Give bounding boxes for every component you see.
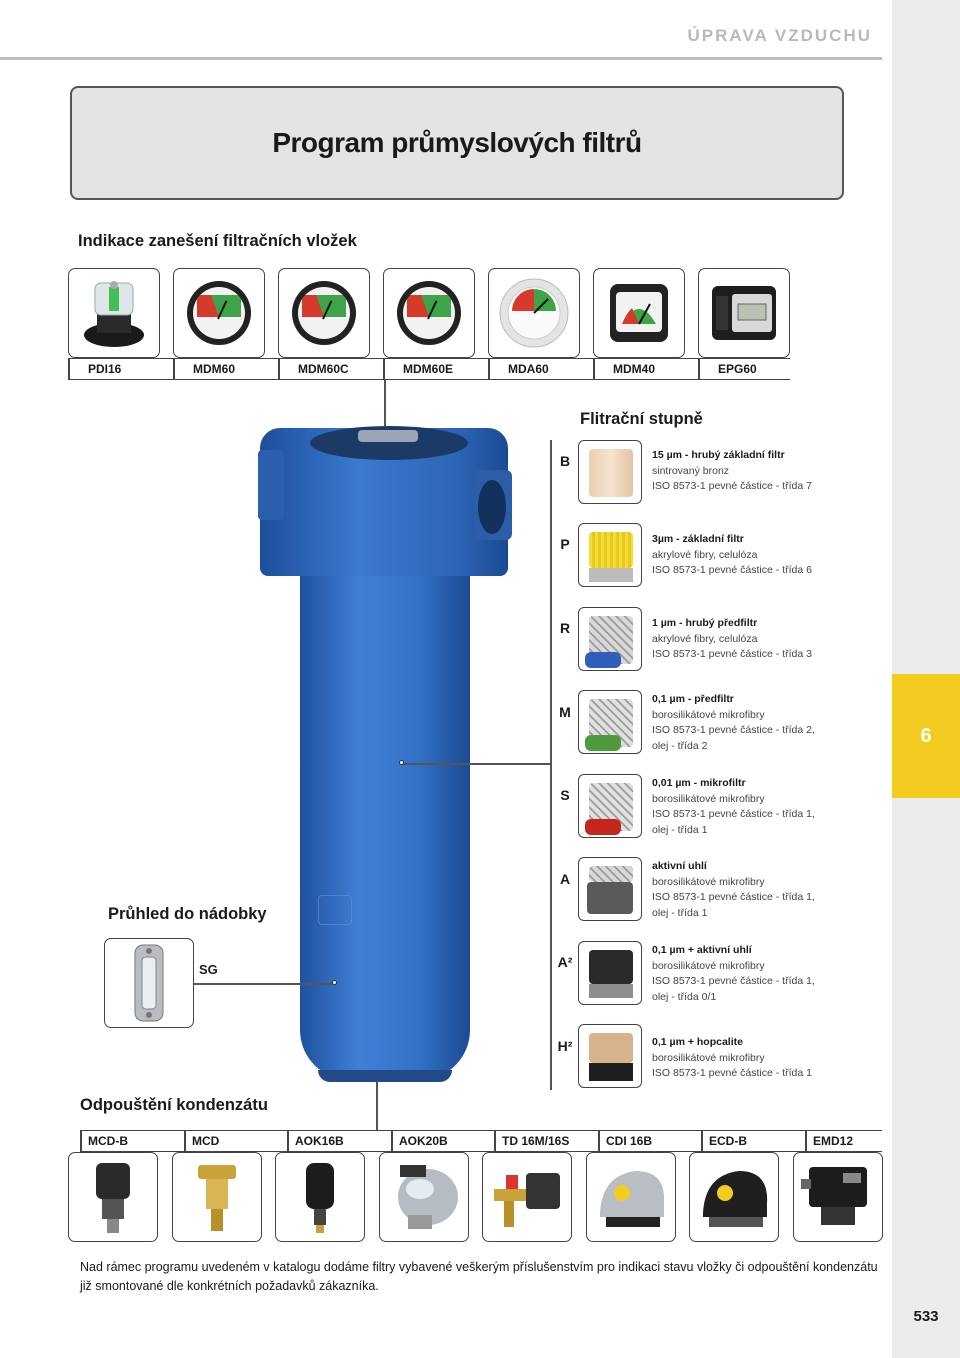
- drain-card-aok20b[interactable]: [379, 1152, 469, 1242]
- drain-label[interactable]: AOK20B: [399, 1134, 448, 1148]
- filter-element-m[interactable]: [578, 690, 642, 754]
- stage-code: P: [560, 536, 570, 552]
- mcd-icon: [192, 1159, 242, 1235]
- indicator-card-mdm40[interactable]: [593, 268, 685, 358]
- stage-description: 0,1 µm + hopcalite borosilikátové mikrofibry ISO 8573-1 pevné částice - třída 1: [652, 1036, 812, 1079]
- stage-code: H²: [557, 1038, 573, 1054]
- indicator-card-mdm60e[interactable]: [383, 268, 475, 358]
- drain-label[interactable]: MCD: [192, 1134, 220, 1148]
- drain-card-cdi16b[interactable]: [586, 1152, 676, 1242]
- drain-label[interactable]: AOK16B: [295, 1134, 344, 1148]
- stage-code: A: [559, 871, 571, 887]
- round-gauge-icon: [498, 277, 570, 349]
- digital-gauge-icon: [708, 280, 780, 346]
- footer-note: Nad rámec programu uvedeném v katalogu dodáme filtry vybavené veškerým příslušenstvím pro indikaci stavu vložky či odpouštění kondenzátu již smontované dle konkrétních požadavků zákazníka.: [80, 1260, 878, 1293]
- indicator-card-pdi16[interactable]: [68, 268, 160, 358]
- indicator-label[interactable]: MDM60: [193, 362, 236, 376]
- page-number: 533: [913, 1308, 939, 1325]
- section-title: ÚPRAVA VZDUCHU: [687, 26, 872, 45]
- filter-element-r[interactable]: [578, 607, 642, 671]
- indicator-label[interactable]: MDA60: [508, 362, 549, 376]
- drain-connector: [376, 1082, 378, 1130]
- pdi16-icon: [79, 273, 149, 353]
- drain-card-aok16b[interactable]: [275, 1152, 365, 1242]
- filter-port-left: [258, 450, 284, 520]
- drain-card-mcd-b[interactable]: [68, 1152, 158, 1242]
- indicator-label[interactable]: PDI16: [88, 362, 122, 376]
- square-gauge-icon: [606, 280, 672, 346]
- stage-description: 3µm - základní filtr akrylové fibry, celulóza ISO 8573-1 pevné částice - třída 6: [652, 533, 812, 576]
- sight-glass-connector: [194, 983, 334, 985]
- stage-code: R: [559, 620, 571, 636]
- drain-card-emd12[interactable]: [793, 1152, 883, 1242]
- stage-description: 0,1 µm + aktivní uhlí borosilikátové mikrofibry ISO 8573-1 pevné částice - třída 1, olej - třída 0/1: [652, 944, 815, 1003]
- stage-connector: [402, 763, 551, 765]
- mcd-b-icon: [88, 1159, 138, 1235]
- drain-label[interactable]: ECD-B: [709, 1134, 747, 1148]
- stage-code: A²: [557, 954, 573, 970]
- drain-label[interactable]: MCD-B: [88, 1134, 128, 1148]
- gauge-icon: [187, 281, 251, 345]
- sight-glass-code: SG: [199, 962, 218, 977]
- indicator-card-mda60[interactable]: [488, 268, 580, 358]
- drain-label[interactable]: TD 16M/16S: [502, 1134, 570, 1148]
- title-box: [70, 86, 844, 200]
- filter-element-b[interactable]: [578, 440, 642, 504]
- drain-label[interactable]: EMD12: [813, 1134, 854, 1148]
- indicator-label[interactable]: MDM60C: [298, 362, 349, 376]
- gauge-icon: [397, 281, 461, 345]
- stage-description: 0,01 µm - mikrofiltr borosilikátové mikrofibry ISO 8573-1 pevné částice - třída 1, olej - třída 1: [652, 777, 815, 836]
- indicator-row: [68, 268, 790, 380]
- filter-housing-body: [300, 560, 470, 1080]
- indicators-heading: Indikace zanešení filtračních vložek: [78, 232, 357, 250]
- stage-description: 15 µm - hrubý základní filtr sintrovaný bronz ISO 8573-1 pevné částice - třída 7: [652, 449, 812, 492]
- filter-element-p[interactable]: [578, 523, 642, 587]
- drain-card-mcd[interactable]: [172, 1152, 262, 1242]
- sight-glass-icon: [132, 943, 166, 1023]
- filter-element-a2[interactable]: [578, 941, 642, 1005]
- aok16b-icon: [298, 1159, 342, 1235]
- emd12-icon: [797, 1159, 879, 1235]
- stage-code: M: [559, 704, 571, 720]
- header-rule: [0, 57, 882, 60]
- filter-element-a[interactable]: [578, 857, 642, 921]
- indicator-label[interactable]: EPG60: [718, 362, 757, 376]
- drain-label[interactable]: CDI 16B: [606, 1134, 653, 1148]
- drain-row: [68, 1130, 882, 1242]
- indicator-label[interactable]: MDM40: [613, 362, 656, 376]
- stage-description: 0,1 µm - předfiltr borosilikátové mikrofibry ISO 8573-1 pevné částice - třída 2, olej - třída 2: [652, 693, 815, 752]
- filter-valve: [358, 430, 418, 442]
- indicator-card-epg60[interactable]: [698, 268, 790, 358]
- stages-heading: Flitrační stupně: [580, 410, 703, 428]
- indicator-card-mdm60[interactable]: [173, 268, 265, 358]
- td16-icon: [486, 1159, 568, 1235]
- sight-glass-card[interactable]: [104, 938, 194, 1028]
- filter-housing-base: [318, 1070, 452, 1082]
- sight-glass-heading: Průhled do nádobky: [108, 905, 267, 923]
- aok20b-icon: [384, 1159, 464, 1235]
- stage-description: 1 µm - hrubý předfiltr akrylové fibry, celulóza ISO 8573-1 pevné částice - třída 3: [652, 617, 812, 660]
- filter-port-hole: [478, 480, 506, 534]
- cdi16b-icon: [590, 1159, 672, 1235]
- indicator-connector: [384, 380, 386, 426]
- chapter-tab[interactable]: 6: [892, 674, 960, 798]
- drain-card-ecd-b[interactable]: [689, 1152, 779, 1242]
- indicator-card-mdm60c[interactable]: [278, 268, 370, 358]
- stage-code: S: [560, 787, 570, 803]
- ecd-b-icon: [693, 1159, 775, 1235]
- housing-logo: [318, 895, 352, 925]
- stage-code: B: [559, 453, 571, 469]
- page-title: Program průmyslových filtrů: [272, 127, 642, 158]
- filter-element-h2[interactable]: [578, 1024, 642, 1088]
- drains-heading: Odpouštění kondenzátu: [80, 1096, 268, 1114]
- drain-card-td16[interactable]: [482, 1152, 572, 1242]
- stage-description: aktivní uhlí borosilikátové mikrofibry ISO 8573-1 pevné částice - třída 1, olej - třída 1: [652, 860, 815, 919]
- indicator-label[interactable]: MDM60E: [403, 362, 454, 376]
- gauge-icon: [292, 281, 356, 345]
- filter-element-s[interactable]: [578, 774, 642, 838]
